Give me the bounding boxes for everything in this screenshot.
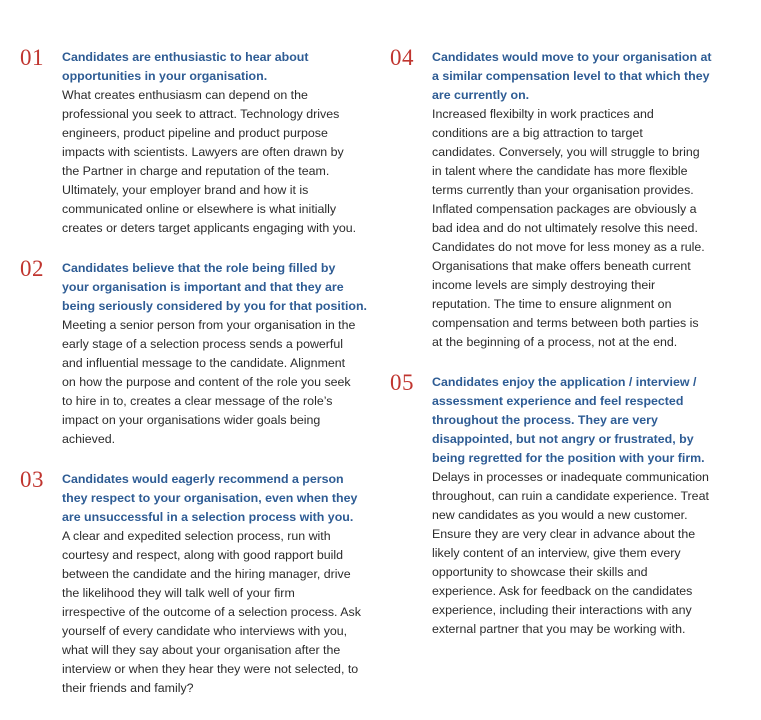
- section-number: 04: [390, 45, 414, 70]
- section-body: Delays in processes or inadequate communication throughout, can ruin a candidate experience. Treat new candidates as you would a new customer. Ensure they are very clear in advance about the likely content of an interview, give them every opportunity to showcase their skills and experience. Ask for feedback on the candidates experience, including their interactions with any external partner that you may be working with.: [432, 470, 709, 636]
- section-number: 05: [390, 370, 414, 395]
- right-column: [390, 45, 740, 639]
- section-heading: Candidates believe that the role being filled by your organisation is important and that they are being seriously considered by you for that position.: [62, 261, 367, 313]
- section-02: [20, 256, 375, 449]
- section-number: 01: [20, 45, 44, 70]
- section-body: A clear and expedited selection process, run with courtesy and respect, along with good rapport build between the candidate and the hiring manager, drive the likelihood they will talk well of your firm irrespective of the outcome of a selection process. Ask yourself of every candidate who interviews with you, what will they say about your organisation after the interview or when they hear they were not selected, to their friends and family?: [62, 529, 361, 695]
- section-heading: Candidates would eagerly recommend a person they respect to your organisation, even when they are unsuccessful in a selection process with you.: [62, 472, 358, 524]
- section-05: [390, 370, 740, 639]
- section-number: 03: [20, 467, 44, 492]
- left-column: [20, 45, 375, 698]
- section-body: Meeting a senior person from your organisation in the early stage of a selection process sends a powerful and influential message to the candidate. Alignment on how the purpose and content of the role you seek to hire in to, creates a clear message of the role’s impact on your organisations wider goals being achieved.: [62, 318, 356, 446]
- section-heading: Candidates enjoy the application / interview / assessment experience and feel respected throughout the process. They are very disappointed, but not angry or frustrated, by being regretted for the position with your firm.: [432, 375, 705, 465]
- section-01: [20, 45, 375, 238]
- section-heading: Candidates are enthusiastic to hear about opportunities in your organisation.: [62, 50, 309, 83]
- section-body: Increased flexibilty in work practices and conditions are a big attraction to target candidates. Conversely, you will struggle to bring in talent where the candidate has more flexible terms currently than your organisation provides. Inflated compensation packages are obviously a bad idea and do not ultimately resolve this need. Candidates do not move for less money as a rule. Organisations that make offers beneath current income levels are simply destroying their reputation. The time to ensure alignment on compensation and terms between both parties is at the beginning of a process, not at the end.: [432, 107, 705, 349]
- section-number: 02: [20, 256, 44, 281]
- section-heading: Candidates would move to your organisation at a similar compensation level to that which they are currently on.: [432, 50, 712, 102]
- section-04: [390, 45, 740, 352]
- section-body: What creates enthusiasm can depend on the professional you seek to attract. Technology drives engineers, product pipeline and product purpose impacts with scientists. Lawyers are often drawn by the Partner in charge and reputation of the team. Ultimately, your employer brand and how it is communicated online or elsewhere is what initially creates or deters target applicants engaging with you.: [62, 88, 357, 235]
- section-03: [20, 467, 375, 698]
